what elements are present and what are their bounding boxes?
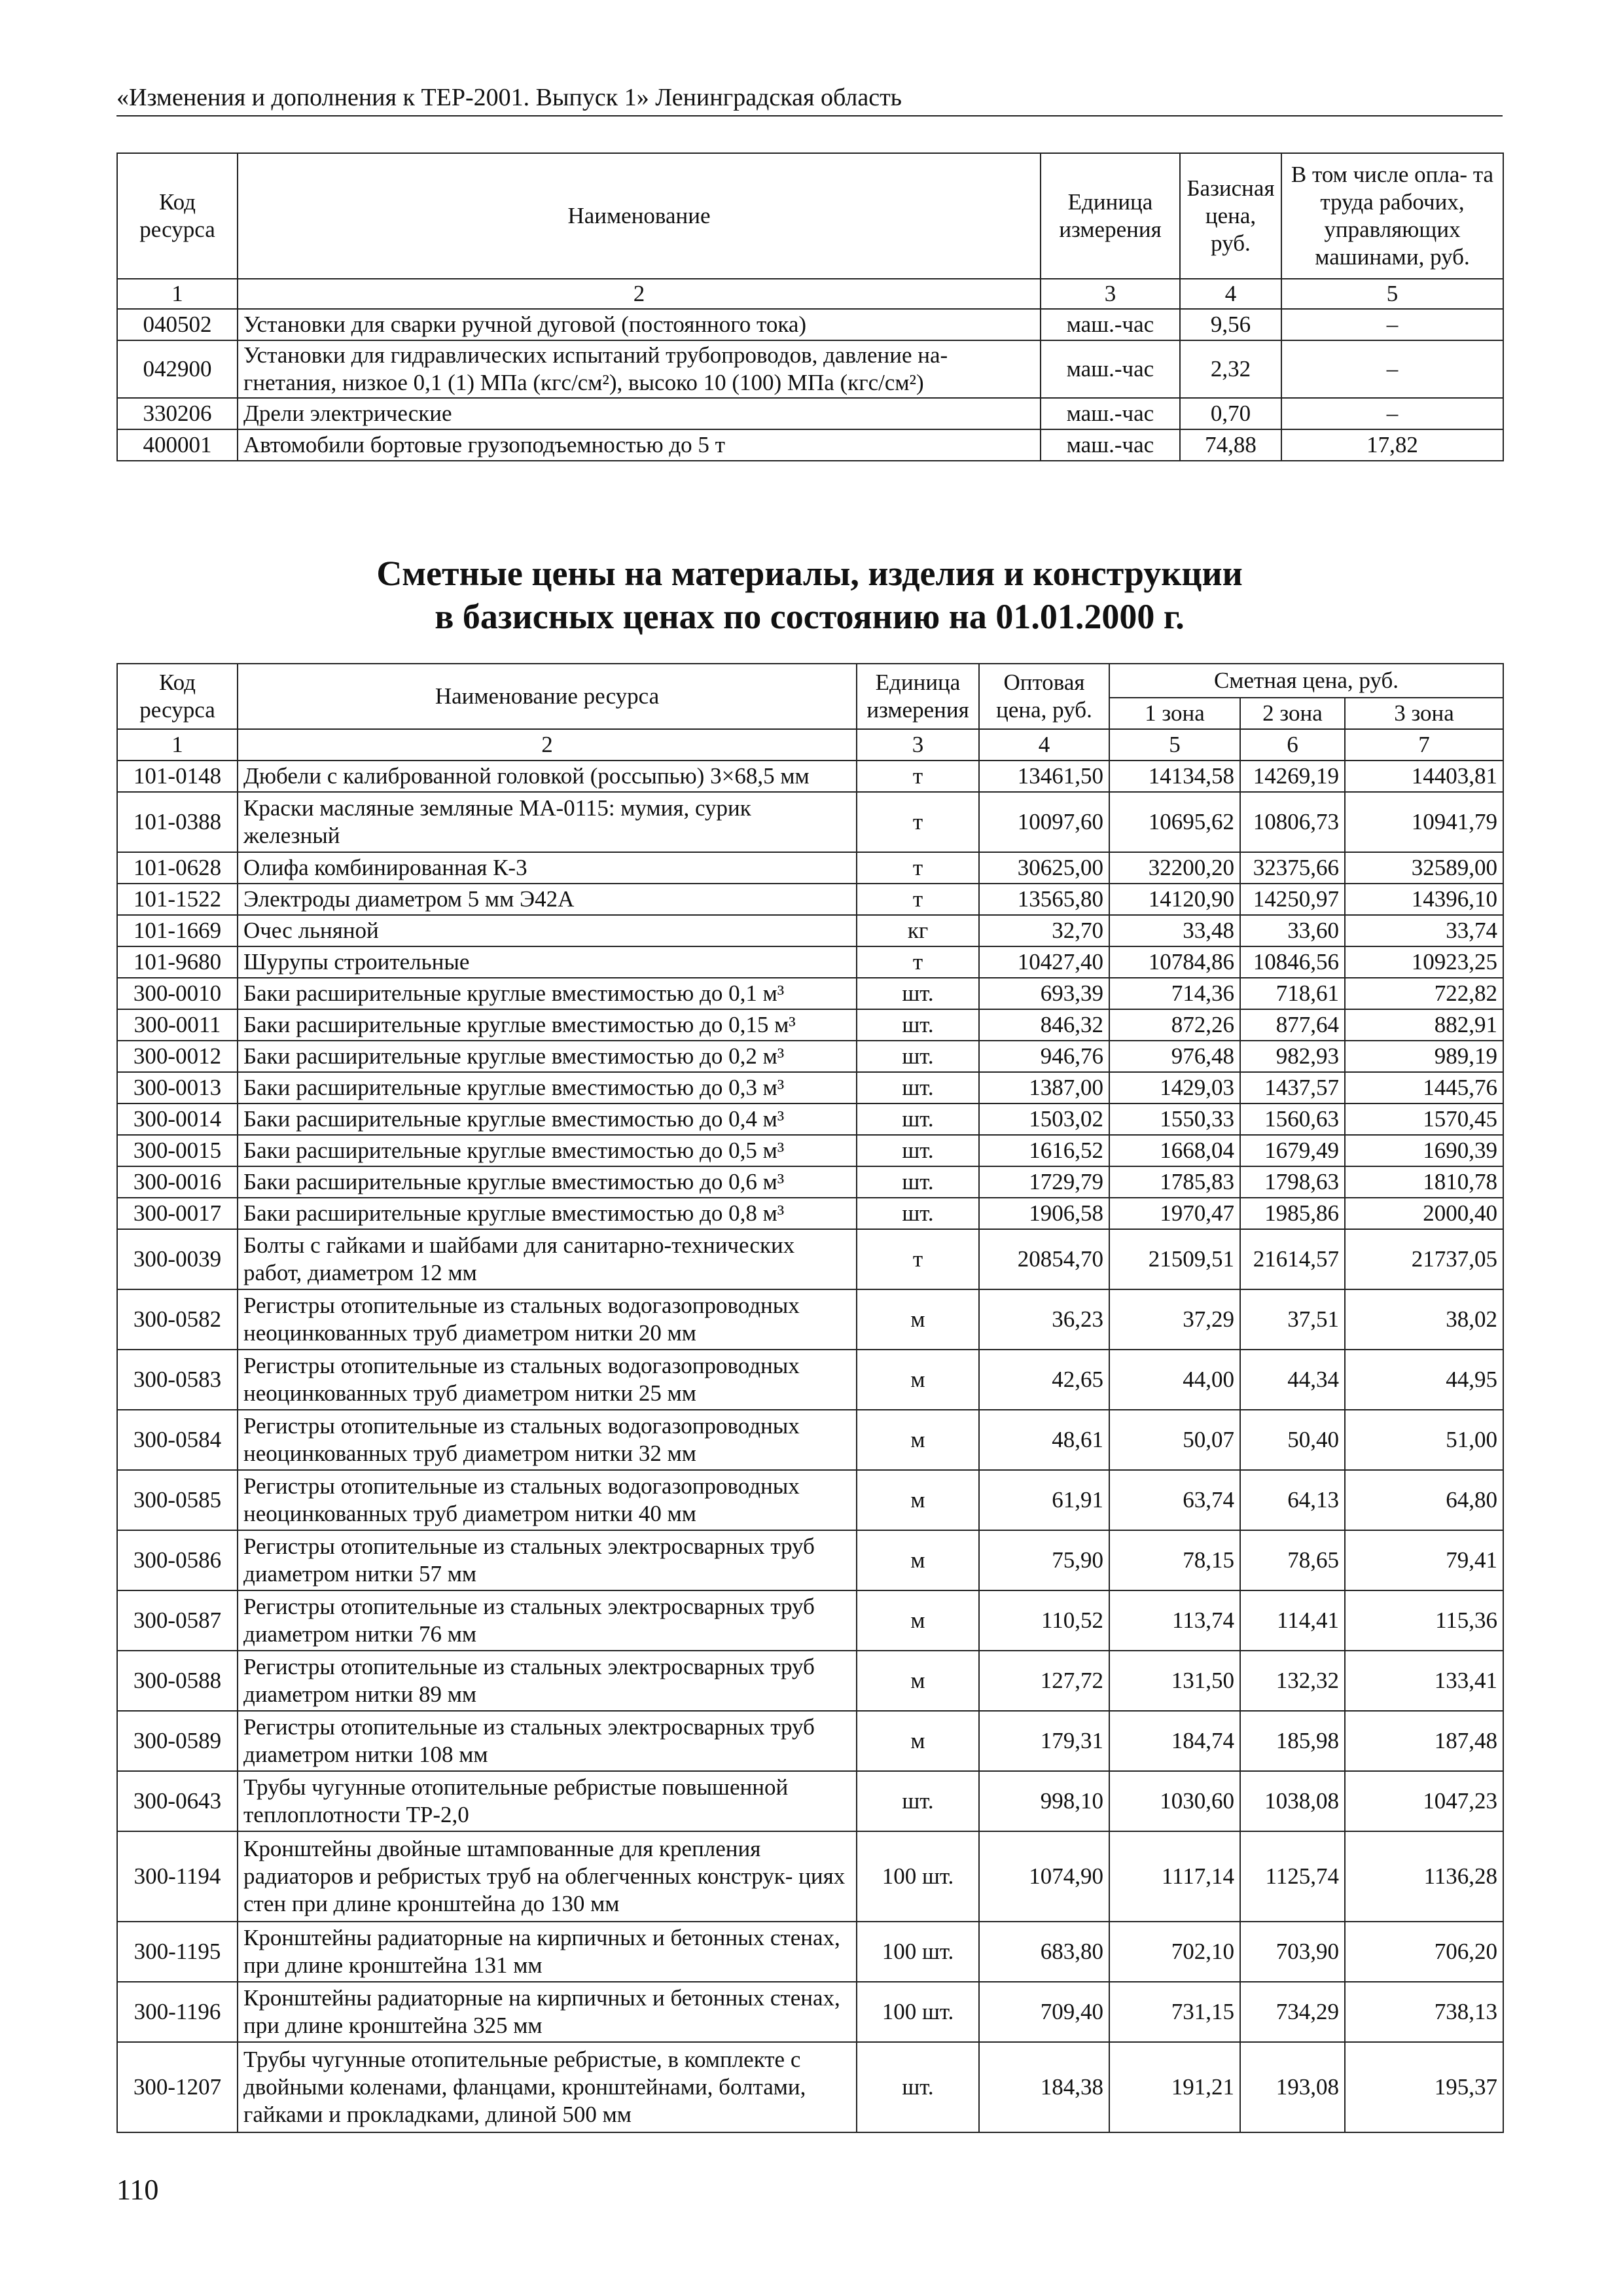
running-header: «Изменения и дополнения к ТЕР-2001. Выпуск 1» Ленинградская область [116,81,1503,117]
resource-code: 300-0017 [117,1198,238,1229]
resource-name: Дрели электрические [238,398,1041,429]
unit: т [857,761,979,792]
resource-code: 300-0016 [117,1166,238,1198]
zone-2-price: 193,08 [1240,2042,1345,2132]
wholesale-price: 48,61 [979,1410,1109,1470]
unit: кг [857,915,979,946]
table-header-row [117,153,1503,279]
header-zone-2: 2 зона [1240,698,1345,729]
wholesale-price: 13565,80 [979,884,1109,915]
header-name: Наименование [238,153,1041,279]
wholesale-price: 998,10 [979,1771,1109,1831]
resource-name: Болты с гайками и шайбами для санитарно-технических работ, диаметром 12 мм [238,1229,857,1289]
wholesale-price: 30625,00 [979,852,1109,884]
zone-2-price: 718,61 [1240,978,1345,1009]
resource-code: 101-0628 [117,852,238,884]
wholesale-price: 61,91 [979,1470,1109,1530]
resource-name: Регистры отопительные из стальных водогазопроводных неоцинкованных труб диаметром нитки 25 мм [238,1350,857,1410]
zone-1-price: 37,29 [1109,1289,1240,1350]
resource-name: Регистры отопительные из стальных водогазопроводных неоцинкованных труб диаметром нитки 40 мм [238,1470,857,1530]
resource-name: Кронштейны радиаторные на кирпичных и бетонных стенах, при длине кронштейна 325 мм [238,1982,857,2042]
unit: т [857,852,979,884]
resource-code: 101-0388 [117,792,238,852]
column-number: 3 [857,729,979,761]
table-row [117,1922,1503,1982]
zone-3-price: 1047,23 [1345,1771,1503,1831]
zone-1-price: 33,48 [1109,915,1240,946]
resource-code: 300-0014 [117,1103,238,1135]
unit: 100 шт. [857,1982,979,2042]
zone-2-price: 32375,66 [1240,852,1345,884]
table-row [117,852,1503,884]
table-row [117,1651,1503,1711]
table-row [117,1135,1503,1166]
unit: м [857,1590,979,1651]
unit: шт. [857,1009,979,1041]
zone-2-price: 1679,49 [1240,1135,1345,1166]
resource-code: 101-9680 [117,946,238,978]
header-code: Код ресурса [117,664,238,729]
zone-1-price: 191,21 [1109,2042,1240,2132]
machines-table [116,152,1504,461]
resource-name: Баки расширительные круглые вместимостью до 0,2 м³ [238,1041,857,1072]
header-unit: Единица измерения [1041,153,1180,279]
wholesale-price: 36,23 [979,1289,1109,1350]
zone-2-price: 78,65 [1240,1530,1345,1590]
zone-3-price: 21737,05 [1345,1229,1503,1289]
table-row [117,1982,1503,2042]
zone-1-price: 131,50 [1109,1651,1240,1711]
labor-cost: – [1281,340,1503,398]
zone-2-price: 1985,86 [1240,1198,1345,1229]
resource-code: 300-0588 [117,1651,238,1711]
table-row [117,1229,1503,1289]
zone-2-price: 1560,63 [1240,1103,1345,1135]
column-number: 4 [979,729,1109,761]
zone-2-price: 14250,97 [1240,884,1345,915]
table-row [117,1771,1503,1831]
unit: м [857,1530,979,1590]
zone-1-price: 78,15 [1109,1530,1240,1590]
resource-code: 300-1194 [117,1831,238,1922]
table-row [117,2042,1503,2132]
table-row [117,1103,1503,1135]
machines-table-body [117,309,1503,461]
column-number: 3 [1041,279,1180,309]
resource-name: Регистры отопительные из стальных электросварных труб диаметром нитки 76 мм [238,1590,857,1651]
column-number-row [117,729,1503,761]
zone-3-price: 33,74 [1345,915,1503,946]
unit: маш.-час [1041,429,1180,461]
table-row [117,1198,1503,1229]
zone-1-price: 976,48 [1109,1041,1240,1072]
zone-3-price: 706,20 [1345,1922,1503,1982]
resource-name: Регистры отопительные из стальных электросварных труб диаметром нитки 57 мм [238,1530,857,1590]
wholesale-price: 1387,00 [979,1072,1109,1103]
resource-code: 300-0583 [117,1350,238,1410]
resource-code: 300-0010 [117,978,238,1009]
resource-name: Краски масляные земляные МА-0115: мумия, сурик железный [238,792,857,852]
zone-2-price: 50,40 [1240,1410,1345,1470]
unit: т [857,1229,979,1289]
resource-name: Кронштейны двойные штампованные для крепления радиаторов и ребристых труб на облегченных конструк- циях стен при длине кронштейна до 130 мм [238,1831,857,1922]
header-resource-name: Наименование ресурса [238,664,857,729]
zone-3-price: 989,19 [1345,1041,1503,1072]
zone-1-price: 1785,83 [1109,1166,1240,1198]
zone-2-price: 703,90 [1240,1922,1345,1982]
wholesale-price: 184,38 [979,2042,1109,2132]
resource-code: 300-0587 [117,1590,238,1651]
section-title-line: Сметные цены на материалы, изделия и конструкции [376,554,1243,593]
resource-name: Регистры отопительные из стальных электросварных труб диаметром нитки 89 мм [238,1651,857,1711]
zone-1-price: 731,15 [1109,1982,1240,2042]
wholesale-price: 20854,70 [979,1229,1109,1289]
zone-2-price: 10846,56 [1240,946,1345,978]
zone-2-price: 877,64 [1240,1009,1345,1041]
wholesale-price: 709,40 [979,1982,1109,2042]
column-number: 2 [238,279,1041,309]
header-zone-3: 3 зона [1345,698,1503,729]
resource-code: 300-0586 [117,1530,238,1590]
column-number: 5 [1281,279,1503,309]
unit: шт. [857,2042,979,2132]
wholesale-price: 1906,58 [979,1198,1109,1229]
zone-3-price: 38,02 [1345,1289,1503,1350]
table-row [117,1350,1503,1410]
zone-3-price: 64,80 [1345,1470,1503,1530]
materials-price-table [116,663,1504,2133]
zone-3-price: 187,48 [1345,1711,1503,1771]
zone-3-price: 10941,79 [1345,792,1503,852]
resource-name: Баки расширительные круглые вместимостью до 0,15 м³ [238,1009,857,1041]
resource-code: 300-0582 [117,1289,238,1350]
resource-name: Установки для гидравлических испытаний трубопроводов, давление на- гнетания, низкое 0,1 (1) МПа (кгс/см²), высоко 10 (100) МПа (кгс/см²) [238,340,1041,398]
wholesale-price: 683,80 [979,1922,1109,1982]
resource-name: Олифа комбинированная К-3 [238,852,857,884]
unit: м [857,1711,979,1771]
resource-code: 300-0585 [117,1470,238,1530]
table-row [117,1831,1503,1922]
unit: шт. [857,1103,979,1135]
zone-3-price: 32589,00 [1345,852,1503,884]
zone-3-price: 738,13 [1345,1982,1503,2042]
zone-1-price: 1668,04 [1109,1135,1240,1166]
table-row [117,1041,1503,1072]
zone-1-price: 1117,14 [1109,1831,1240,1922]
zone-1-price: 50,07 [1109,1410,1240,1470]
column-number: 2 [238,729,857,761]
column-number: 7 [1345,729,1503,761]
zone-2-price: 114,41 [1240,1590,1345,1651]
resource-name: Дюбели с калиброванной головкой (россыпью) 3×68,5 мм [238,761,857,792]
table-row [117,761,1503,792]
zone-2-price: 132,32 [1240,1651,1345,1711]
resource-name: Кронштейны радиаторные на кирпичных и бетонных стенах, при длине кронштейна 131 мм [238,1922,857,1982]
wholesale-price: 1616,52 [979,1135,1109,1166]
labor-cost: – [1281,309,1503,340]
header-wholesale-price: Оптовая цена, руб. [979,664,1109,729]
resource-name: Регистры отопительные из стальных водогазопроводных неоцинкованных труб диаметром нитки 20 мм [238,1289,857,1350]
zone-2-price: 37,51 [1240,1289,1345,1350]
unit: шт. [857,1135,979,1166]
resource-code: 042900 [117,340,238,398]
unit: м [857,1651,979,1711]
zone-3-price: 10923,25 [1345,946,1503,978]
zone-3-price: 133,41 [1345,1651,1503,1711]
base-price: 74,88 [1180,429,1281,461]
wholesale-price: 110,52 [979,1590,1109,1651]
resource-code: 300-1196 [117,1982,238,2042]
resource-name: Баки расширительные круглые вместимостью до 0,1 м³ [238,978,857,1009]
zone-2-price: 21614,57 [1240,1229,1345,1289]
zone-1-price: 32200,20 [1109,852,1240,884]
unit: маш.-час [1041,340,1180,398]
resource-name: Установки для сварки ручной дуговой (постоянного тока) [238,309,1041,340]
wholesale-price: 10097,60 [979,792,1109,852]
table-row [117,429,1503,461]
zone-1-price: 10695,62 [1109,792,1240,852]
wholesale-price: 693,39 [979,978,1109,1009]
table-header-row [117,664,1503,698]
wholesale-price: 179,31 [979,1711,1109,1771]
labor-cost: – [1281,398,1503,429]
table-row [117,1072,1503,1103]
table-row [117,1470,1503,1530]
zone-1-price: 1970,47 [1109,1198,1240,1229]
table-row [117,340,1503,398]
resource-code: 300-0584 [117,1410,238,1470]
resource-code: 300-1207 [117,2042,238,2132]
column-number: 4 [1180,279,1281,309]
resource-name: Баки расширительные круглые вместимостью до 0,8 м³ [238,1198,857,1229]
zone-2-price: 33,60 [1240,915,1345,946]
column-number: 6 [1240,729,1345,761]
resource-code: 330206 [117,398,238,429]
zone-3-price: 1445,76 [1345,1072,1503,1103]
base-price: 2,32 [1180,340,1281,398]
wholesale-price: 1503,02 [979,1103,1109,1135]
page-number: 110 [116,2174,159,2206]
resource-code: 300-0011 [117,1009,238,1041]
unit: шт. [857,978,979,1009]
labor-cost: 17,82 [1281,429,1503,461]
resource-code: 300-0589 [117,1711,238,1771]
resource-code: 300-0039 [117,1229,238,1289]
resource-code: 101-0148 [117,761,238,792]
resource-code: 101-1669 [117,915,238,946]
unit: шт. [857,1072,979,1103]
zone-2-price: 64,13 [1240,1470,1345,1530]
wholesale-price: 13461,50 [979,761,1109,792]
zone-3-price: 1570,45 [1345,1103,1503,1135]
table-row [117,309,1503,340]
materials-table-body [117,761,1503,2132]
zone-1-price: 44,00 [1109,1350,1240,1410]
resource-name: Баки расширительные круглые вместимостью до 0,4 м³ [238,1103,857,1135]
zone-2-price: 185,98 [1240,1711,1345,1771]
zone-2-price: 14269,19 [1240,761,1345,792]
zone-1-price: 14120,90 [1109,884,1240,915]
unit: м [857,1350,979,1410]
zone-3-price: 882,91 [1345,1009,1503,1041]
zone-3-price: 79,41 [1345,1530,1503,1590]
zone-1-price: 872,26 [1109,1009,1240,1041]
table-row [117,915,1503,946]
zone-3-price: 51,00 [1345,1410,1503,1470]
zone-1-price: 63,74 [1109,1470,1240,1530]
resource-code: 300-0012 [117,1041,238,1072]
zone-2-price: 1038,08 [1240,1771,1345,1831]
zone-3-price: 722,82 [1345,978,1503,1009]
table-row [117,398,1503,429]
zone-2-price: 1798,63 [1240,1166,1345,1198]
header-code: Код ресурса [117,153,238,279]
zone-1-price: 1429,03 [1109,1072,1240,1103]
unit: т [857,884,979,915]
zone-1-price: 10784,86 [1109,946,1240,978]
unit: шт. [857,1041,979,1072]
unit: шт. [857,1166,979,1198]
resource-code: 400001 [117,429,238,461]
header-unit: Единица измерения [857,664,979,729]
zone-1-price: 113,74 [1109,1590,1240,1651]
unit: маш.-час [1041,398,1180,429]
zone-2-price: 982,93 [1240,1041,1345,1072]
resource-code: 300-0013 [117,1072,238,1103]
zone-1-price: 21509,51 [1109,1229,1240,1289]
resource-name: Шурупы строительные [238,946,857,978]
table-row [117,1009,1503,1041]
base-price: 0,70 [1180,398,1281,429]
column-number: 1 [117,279,238,309]
resource-name: Баки расширительные круглые вместимостью до 0,5 м³ [238,1135,857,1166]
zone-1-price: 14134,58 [1109,761,1240,792]
zone-3-price: 195,37 [1345,2042,1503,2132]
section-title [116,552,1503,638]
column-number: 1 [117,729,238,761]
unit: т [857,946,979,978]
resource-name: Трубы чугунные отопительные ребристые повышенной теплоплотности ТР-2,0 [238,1771,857,1831]
zone-3-price: 2000,40 [1345,1198,1503,1229]
resource-code: 040502 [117,309,238,340]
table-row [117,1166,1503,1198]
zone-2-price: 1437,57 [1240,1072,1345,1103]
zone-1-price: 1030,60 [1109,1771,1240,1831]
table-row [117,978,1503,1009]
unit: шт. [857,1771,979,1831]
unit: 100 шт. [857,1922,979,1982]
zone-3-price: 1690,39 [1345,1135,1503,1166]
unit: 100 шт. [857,1831,979,1922]
zone-3-price: 44,95 [1345,1350,1503,1410]
zone-3-price: 1136,28 [1345,1831,1503,1922]
zone-2-price: 734,29 [1240,1982,1345,2042]
zone-2-price: 10806,73 [1240,792,1345,852]
resource-name: Электроды диаметром 5 мм Э42А [238,884,857,915]
header-estimate-price: Сметная цена, руб. [1109,664,1503,698]
table-row [117,1711,1503,1771]
zone-3-price: 14403,81 [1345,761,1503,792]
table-row [117,1410,1503,1470]
header-zone-1: 1 зона [1109,698,1240,729]
wholesale-price: 946,76 [979,1041,1109,1072]
unit: шт. [857,1198,979,1229]
section-title-line: в базисных ценах по состоянию на 01.01.2000 г. [435,597,1185,636]
table-row [117,1590,1503,1651]
table-row [117,1289,1503,1350]
resource-name: Трубы чугунные отопительные ребристые, в комплекте с двойными коленами, фланцами, кронштейнами, болтами, гайками и прокладками, длиной 500 мм [238,2042,857,2132]
resource-code: 300-0015 [117,1135,238,1166]
zone-1-price: 1550,33 [1109,1103,1240,1135]
zone-1-price: 184,74 [1109,1711,1240,1771]
wholesale-price: 1074,90 [979,1831,1109,1922]
zone-2-price: 44,34 [1240,1350,1345,1410]
table-row [117,1530,1503,1590]
wholesale-price: 10427,40 [979,946,1109,978]
wholesale-price: 1729,79 [979,1166,1109,1198]
unit: т [857,792,979,852]
zone-3-price: 115,36 [1345,1590,1503,1651]
header-labor-cost: В том числе опла- та труда рабочих, управляющих машинами, руб. [1281,153,1503,279]
base-price: 9,56 [1180,309,1281,340]
resource-name: Регистры отопительные из стальных электросварных труб диаметром нитки 108 мм [238,1711,857,1771]
wholesale-price: 75,90 [979,1530,1109,1590]
column-number: 5 [1109,729,1240,761]
wholesale-price: 846,32 [979,1009,1109,1041]
table-row [117,946,1503,978]
unit: м [857,1470,979,1530]
column-number-row [117,279,1503,309]
wholesale-price: 42,65 [979,1350,1109,1410]
wholesale-price: 32,70 [979,915,1109,946]
resource-code: 300-1195 [117,1922,238,1982]
zone-3-price: 14396,10 [1345,884,1503,915]
resource-name: Очес льняной [238,915,857,946]
resource-name: Баки расширительные круглые вместимостью до 0,6 м³ [238,1166,857,1198]
zone-2-price: 1125,74 [1240,1831,1345,1922]
resource-name: Автомобили бортовые грузоподъемностью до 5 т [238,429,1041,461]
unit: маш.-час [1041,309,1180,340]
table-row [117,792,1503,852]
zone-3-price: 1810,78 [1345,1166,1503,1198]
unit: м [857,1410,979,1470]
resource-name: Регистры отопительные из стальных водогазопроводных неоцинкованных труб диаметром нитки 32 мм [238,1410,857,1470]
wholesale-price: 127,72 [979,1651,1109,1711]
header-base-price: Базисная цена, руб. [1180,153,1281,279]
resource-name: Баки расширительные круглые вместимостью до 0,3 м³ [238,1072,857,1103]
table-row [117,884,1503,915]
resource-code: 300-0643 [117,1771,238,1831]
unit: м [857,1289,979,1350]
zone-1-price: 714,36 [1109,978,1240,1009]
resource-code: 101-1522 [117,884,238,915]
zone-1-price: 702,10 [1109,1922,1240,1982]
